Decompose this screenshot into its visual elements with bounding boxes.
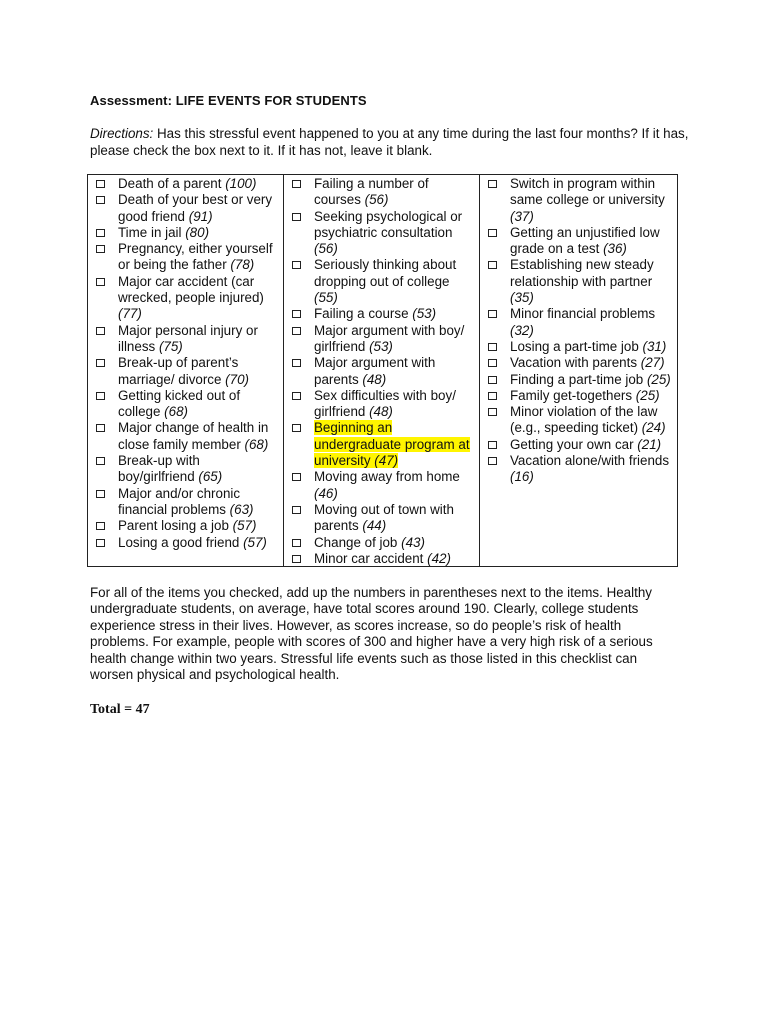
item-text-wrap xyxy=(118,176,256,191)
item-text xyxy=(314,420,475,469)
directions xyxy=(90,126,690,159)
item-label: Seeking psychological or psychiatric consultation xyxy=(314,208,463,240)
item-label: Death of a parent xyxy=(118,176,226,191)
item-text xyxy=(314,257,475,306)
item-text xyxy=(118,453,279,486)
checkbox-icon[interactable] xyxy=(96,392,105,400)
item-label: Pregnancy, either yourself or being the father xyxy=(118,241,273,273)
checkbox-icon[interactable] xyxy=(488,310,497,318)
checkbox-icon[interactable] xyxy=(488,343,497,351)
checkbox-icon[interactable] xyxy=(96,180,105,188)
checkbox-icon[interactable] xyxy=(292,327,301,335)
checkbox-icon[interactable] xyxy=(96,196,105,204)
checklist-item[interactable] xyxy=(96,355,279,388)
item-text xyxy=(118,518,279,534)
total-score: Total = 47 xyxy=(90,702,150,717)
item-label: Beginning an undergraduate program at university xyxy=(314,420,470,469)
item-score: (77) xyxy=(118,306,142,322)
checklist-item[interactable] xyxy=(96,535,279,551)
checklist-item[interactable] xyxy=(488,225,673,258)
item-label: Failing a course xyxy=(314,306,413,322)
checkbox-icon[interactable] xyxy=(96,539,105,547)
item-text-wrap xyxy=(314,323,464,354)
item-label: Finding a part-time job xyxy=(510,371,647,387)
item-label: Seriously thinking about dropping out of college xyxy=(314,257,457,289)
checkbox-icon[interactable] xyxy=(96,229,105,237)
checklist-item[interactable] xyxy=(96,388,279,421)
events-column-3 xyxy=(480,175,677,566)
checkbox-icon[interactable] xyxy=(96,327,105,335)
item-label: Losing a part-time job xyxy=(510,338,643,354)
item-score: (68) xyxy=(244,436,269,452)
checkbox-icon[interactable] xyxy=(96,522,105,530)
item-text xyxy=(314,502,475,535)
item-label: Death of your best or very good friend xyxy=(118,192,273,224)
checkbox-icon[interactable] xyxy=(292,392,301,400)
life-events-table xyxy=(87,174,678,567)
checkbox-icon[interactable] xyxy=(96,245,105,253)
item-label: Minor financial problems xyxy=(510,306,656,322)
item-text xyxy=(314,176,475,209)
checklist-item[interactable] xyxy=(292,257,475,306)
item-text xyxy=(118,535,279,551)
item-label: Family get-togethers xyxy=(510,387,636,403)
item-label: Major argument with parents xyxy=(314,355,436,387)
checklist-item[interactable] xyxy=(488,257,673,306)
highlighted-item-text xyxy=(314,420,470,468)
item-text xyxy=(118,274,279,323)
item-label: Vacation with parents xyxy=(510,355,641,371)
checkbox-icon[interactable] xyxy=(292,261,301,269)
checkbox-icon[interactable] xyxy=(488,376,497,384)
item-label: Failing a number of courses xyxy=(314,176,429,208)
checkbox-icon[interactable] xyxy=(292,310,301,318)
checklist-item[interactable] xyxy=(488,306,673,339)
item-label: Major car accident (car wrecked, people injured) xyxy=(118,273,264,306)
checkbox-icon[interactable] xyxy=(292,555,301,563)
item-text-wrap xyxy=(118,486,253,517)
checklist-item[interactable] xyxy=(488,437,673,453)
checklist-item[interactable] xyxy=(292,323,475,356)
checklist-item[interactable] xyxy=(96,241,279,274)
item-text-wrap xyxy=(314,502,454,533)
checkbox-icon[interactable] xyxy=(488,441,497,449)
item-text xyxy=(118,225,279,241)
item-text-wrap xyxy=(314,469,460,500)
checklist-item[interactable] xyxy=(292,420,475,469)
item-text-wrap xyxy=(118,241,273,272)
checklist-item[interactable] xyxy=(292,306,475,322)
checklist-item[interactable] xyxy=(292,551,475,567)
checklist-item[interactable] xyxy=(96,225,279,241)
item-label: Major argument with boy/ girlfriend xyxy=(314,322,465,354)
item-text xyxy=(510,355,673,371)
item-score: (56) xyxy=(364,192,389,208)
item-text-wrap xyxy=(314,176,429,207)
checkbox-icon[interactable] xyxy=(292,424,301,432)
checkbox-icon[interactable] xyxy=(488,180,497,188)
item-label: Minor car accident xyxy=(314,550,428,566)
item-score: (43) xyxy=(401,534,425,550)
item-text-wrap xyxy=(118,323,258,354)
item-text-wrap xyxy=(510,404,666,435)
item-text-wrap xyxy=(314,535,425,550)
item-text-wrap xyxy=(314,306,436,321)
item-text-wrap xyxy=(118,535,267,550)
item-score: (57) xyxy=(232,518,257,534)
item-text-wrap xyxy=(314,551,451,566)
item-text-wrap xyxy=(510,339,666,354)
item-score: (31) xyxy=(642,338,667,354)
checkbox-icon[interactable] xyxy=(96,490,105,498)
item-text xyxy=(510,453,673,486)
item-label: Break-up with boy/girlfriend xyxy=(118,453,200,485)
checkbox-icon[interactable] xyxy=(488,457,497,465)
checklist-item[interactable] xyxy=(488,388,673,404)
item-score: (53) xyxy=(412,306,437,322)
item-text-wrap xyxy=(510,306,655,337)
page-title: Assessment: LIFE EVENTS FOR STUDENTS xyxy=(90,93,367,108)
item-score: (27) xyxy=(640,355,665,371)
item-text xyxy=(314,535,475,551)
checkbox-icon[interactable] xyxy=(488,261,497,269)
item-text xyxy=(510,372,673,388)
checklist-item[interactable] xyxy=(96,176,279,192)
item-text xyxy=(118,176,279,192)
item-text xyxy=(510,404,673,437)
item-text-wrap xyxy=(118,355,249,386)
item-label: Establishing new steady relationship with partner xyxy=(510,257,654,289)
item-text xyxy=(510,257,673,306)
checklist-item[interactable] xyxy=(488,404,673,437)
checklist-item[interactable] xyxy=(488,339,673,355)
checklist-item[interactable] xyxy=(96,323,279,356)
item-text-wrap xyxy=(510,225,660,256)
checkbox-icon[interactable] xyxy=(292,473,301,481)
item-score: (46) xyxy=(314,485,338,501)
item-label: Moving away from home xyxy=(314,469,460,485)
checkbox-icon[interactable] xyxy=(96,457,105,465)
item-label: Parent losing a job xyxy=(118,518,233,534)
events-column-2 xyxy=(284,175,480,566)
item-text-wrap xyxy=(510,372,671,387)
item-text xyxy=(510,437,673,453)
item-label: Minor violation of the law (e.g., speeding ticket) xyxy=(510,404,658,436)
item-text-wrap xyxy=(314,388,456,419)
item-score: (100) xyxy=(225,176,257,191)
checklist-item[interactable] xyxy=(292,388,475,421)
item-text xyxy=(118,388,279,421)
item-label: Getting an unjustified low grade on a test xyxy=(510,224,660,257)
item-score: (24) xyxy=(641,420,666,436)
checklist-item[interactable] xyxy=(96,453,279,486)
checklist-item[interactable] xyxy=(96,274,279,323)
item-score: (25) xyxy=(646,371,671,387)
checkbox-icon[interactable] xyxy=(96,278,105,286)
item-text-wrap xyxy=(118,225,209,240)
item-text xyxy=(118,192,279,225)
item-label: Major personal injury or illness xyxy=(118,322,258,354)
item-score: (63) xyxy=(229,501,254,517)
checkbox-icon[interactable] xyxy=(292,506,301,514)
directions-lead: Directions: xyxy=(90,126,154,141)
checklist-item[interactable] xyxy=(292,469,475,502)
checkbox-icon[interactable] xyxy=(488,408,497,416)
item-text xyxy=(118,486,279,519)
item-text xyxy=(510,339,673,355)
item-text-wrap xyxy=(118,192,272,223)
item-text-wrap xyxy=(510,453,669,484)
item-label: Major change of health in close family member xyxy=(118,420,269,452)
item-score: (78) xyxy=(230,257,255,273)
item-text xyxy=(314,388,475,421)
item-label: Change of job xyxy=(314,534,402,550)
item-text-wrap xyxy=(510,388,660,403)
checklist-item[interactable] xyxy=(488,453,673,486)
item-text xyxy=(314,355,475,388)
item-score: (32) xyxy=(510,322,534,338)
checklist-item[interactable] xyxy=(96,192,279,225)
item-label: Time in jail xyxy=(118,224,186,240)
item-score: (91) xyxy=(188,208,213,224)
item-text-wrap xyxy=(118,274,264,322)
item-label: Getting your own car xyxy=(510,436,638,452)
item-text xyxy=(314,469,475,502)
item-score: (75) xyxy=(158,338,183,354)
checklist-item[interactable] xyxy=(96,420,279,453)
directions-text: Has this stressful event happened to you at any time during the last four months? If it has, please check the box next to it. If it has not, leave it blank. xyxy=(90,126,689,158)
item-label: Major and/or chronic financial problems xyxy=(118,485,241,517)
item-label: Getting kicked out of college xyxy=(118,387,241,420)
item-label: Moving out of town with parents xyxy=(314,501,454,534)
item-text-wrap xyxy=(118,388,240,419)
item-score: (56) xyxy=(314,241,338,257)
item-text-wrap xyxy=(118,453,222,484)
scoring-explanation: For all of the items you checked, add up the numbers in parentheses next to the items. Healthy undergraduate students, on average, have total scores around 190. Clearly, college students experience stress in their lives. However, as scores increase, so do people’s risk of health problems. For example, people with scores of 300 and higher have a very high risk of a serious health change within two years. Stressful life events such as those listed in this checklist can worsen physical and psychological health. xyxy=(90,585,653,683)
item-text-wrap xyxy=(118,420,268,451)
checkbox-icon[interactable] xyxy=(96,424,105,432)
checklist-item[interactable] xyxy=(488,355,673,371)
item-score: (21) xyxy=(637,436,662,452)
checklist-item[interactable] xyxy=(488,372,673,388)
item-score: (65) xyxy=(198,469,223,485)
events-column-1 xyxy=(88,175,284,566)
item-label: Switch in program within same college or university xyxy=(510,176,665,208)
item-text xyxy=(314,551,475,567)
checklist-item[interactable] xyxy=(488,176,673,225)
item-score: (53) xyxy=(369,338,393,354)
checklist-item[interactable] xyxy=(292,535,475,551)
item-label: Vacation alone/with friends xyxy=(510,453,670,469)
checklist-item[interactable] xyxy=(292,209,475,258)
item-score: (35) xyxy=(510,290,534,306)
item-text xyxy=(510,225,673,258)
item-text xyxy=(118,420,279,453)
checklist-item[interactable] xyxy=(96,518,279,534)
item-text xyxy=(314,209,475,258)
item-score: (37) xyxy=(510,208,534,224)
item-score: (36) xyxy=(603,241,627,257)
item-score: (16) xyxy=(510,469,534,485)
item-score: (44) xyxy=(362,518,387,534)
item-score: (57) xyxy=(243,534,267,550)
item-score: (70) xyxy=(225,371,249,387)
checklist-item[interactable] xyxy=(292,502,475,535)
checkbox-icon[interactable] xyxy=(488,392,497,400)
item-score: (80) xyxy=(185,224,210,240)
checkbox-icon[interactable] xyxy=(292,213,301,221)
item-text-wrap xyxy=(510,437,661,452)
item-score: (55) xyxy=(314,290,338,306)
checkbox-icon[interactable] xyxy=(488,359,497,367)
item-text-wrap xyxy=(510,257,654,305)
checklist-item[interactable] xyxy=(96,486,279,519)
item-text-wrap xyxy=(510,176,665,224)
checkbox-icon[interactable] xyxy=(292,359,301,367)
item-score: (25) xyxy=(635,387,660,403)
item-score: (48) xyxy=(369,404,393,420)
checklist-item[interactable] xyxy=(292,355,475,388)
item-text-wrap xyxy=(118,518,256,533)
item-text xyxy=(118,323,279,356)
item-label: Sex difficulties with boy/ girlfriend xyxy=(314,387,456,420)
item-text xyxy=(118,355,279,388)
checkbox-icon[interactable] xyxy=(292,539,301,547)
item-text-wrap xyxy=(510,355,665,370)
checkbox-icon[interactable] xyxy=(488,229,497,237)
item-text xyxy=(510,306,673,339)
item-text xyxy=(510,388,673,404)
item-score: (47) xyxy=(374,453,399,469)
item-score: (42) xyxy=(427,550,451,566)
item-text-wrap xyxy=(314,355,435,386)
item-text xyxy=(314,323,475,356)
item-score: (68) xyxy=(164,404,188,420)
item-label: Losing a good friend xyxy=(118,534,244,550)
item-text-wrap xyxy=(314,209,462,257)
item-text xyxy=(118,241,279,274)
checkbox-icon[interactable] xyxy=(292,180,301,188)
item-label: Break-up of parent’s marriage/ divorce xyxy=(118,355,239,387)
item-score: (48) xyxy=(362,371,387,387)
item-text xyxy=(510,176,673,225)
item-text-wrap xyxy=(314,257,456,305)
item-text xyxy=(314,306,475,322)
checklist-item[interactable] xyxy=(292,176,475,209)
checkbox-icon[interactable] xyxy=(96,359,105,367)
